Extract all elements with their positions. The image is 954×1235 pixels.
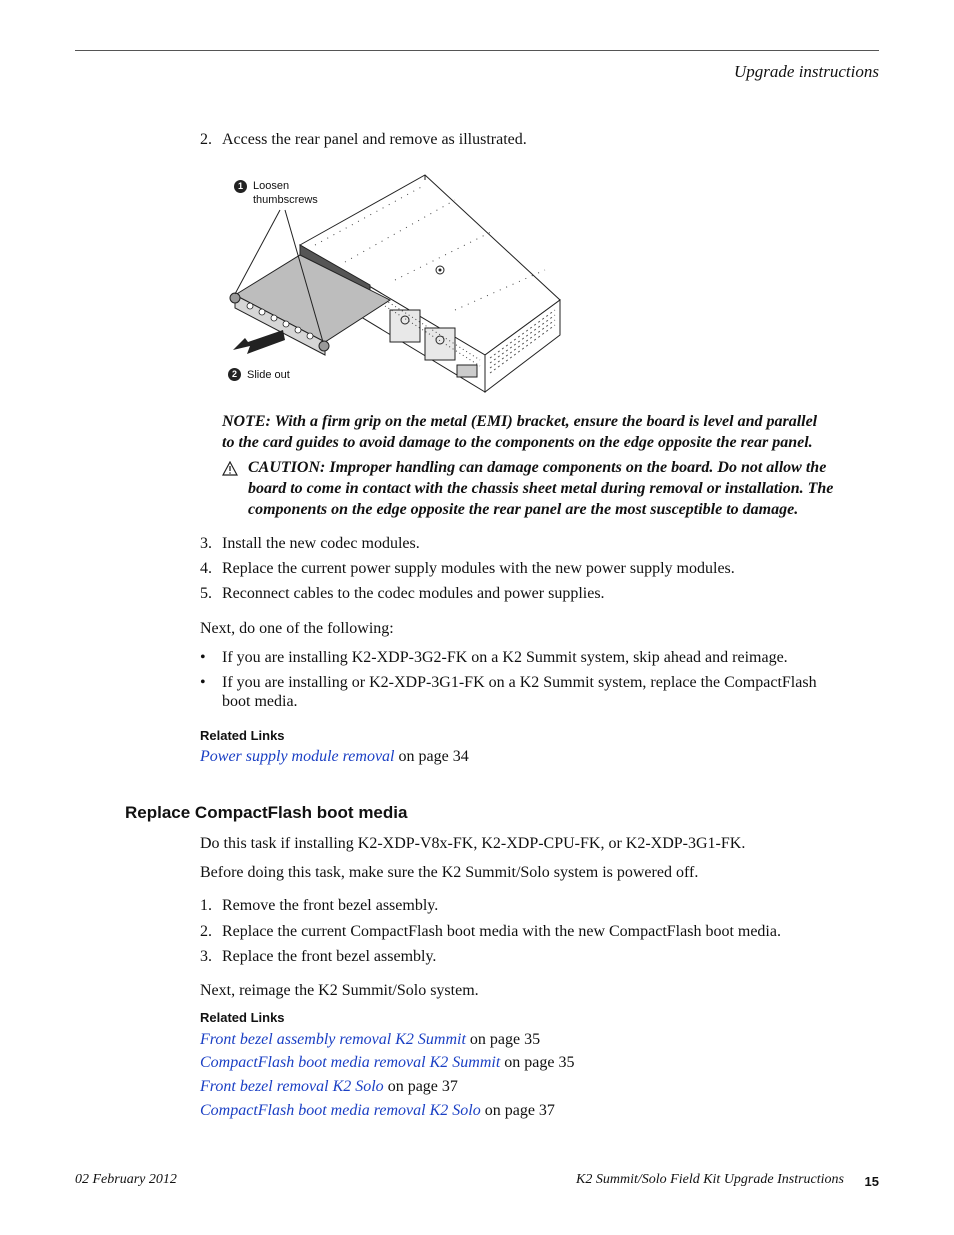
rear-panel-figure [225, 170, 565, 395]
callout-2-badge: 2 [228, 368, 241, 381]
front-bezel-solo-link[interactable]: Front bezel removal K2 Solo [200, 1078, 384, 1095]
step-number: 2. [200, 131, 212, 148]
bullet-icon: • [200, 674, 206, 691]
section-para-2: Before doing this task, make sure the K2 Summit/Solo system is powered off. [200, 864, 699, 881]
page-ref: on page 35 [465, 1031, 541, 1048]
page-ref: on page 37 [383, 1078, 458, 1095]
related-link-row [200, 1030, 540, 1050]
step-3 [200, 534, 860, 554]
bullet-item-1 [200, 648, 870, 668]
power-supply-removal-link[interactable]: Power supply module removal [200, 748, 395, 765]
callout-1-label-line1: Loosen [253, 180, 290, 192]
step-number: 4. [200, 560, 212, 577]
note-block [222, 411, 882, 453]
step-number: 3. [200, 948, 212, 965]
compactflash-summit-link[interactable]: CompactFlash boot media removal K2 Summit [200, 1054, 501, 1071]
step-5 [200, 584, 860, 604]
related-link-row [200, 1053, 574, 1073]
page-ref: on page 37 [480, 1102, 555, 1119]
bullet-item-2 [200, 673, 870, 713]
step-b-3 [200, 947, 860, 967]
section-para-1: Do this task if installing K2-XDP-V8x-FK, K2-XDP-CPU-FK, or K2-XDP-3G1-FK. [200, 835, 746, 852]
step-number: 2. [200, 923, 212, 940]
bullet-text: If you are installing K2-XDP-3G2-FK on a K2 Summit system, skip ahead and reimage. [222, 649, 788, 666]
bullet-text-line-1: If you are installing or K2-XDP-3G1-FK on a K2 Summit system, replace the CompactFlash [222, 674, 817, 691]
step-number: 3. [200, 535, 212, 552]
compactflash-solo-link[interactable]: CompactFlash boot media removal K2 Solo [200, 1102, 481, 1119]
callout-1-badge: 1 [234, 180, 247, 193]
related-link-row [200, 747, 469, 767]
callout-2-label: Slide out [247, 369, 290, 381]
caution-line-2: board to come in contact with the chassis sheet metal during removal or installation. The [248, 480, 834, 497]
next-reimage: Next, reimage the K2 Summit/Solo system. [200, 982, 479, 999]
bullet-icon: • [200, 649, 206, 666]
step-b-1 [200, 896, 860, 916]
related-link-row [200, 1101, 555, 1121]
note-line-1: NOTE: With a firm grip on the metal (EMI) bracket, ensure the board is level and parallel [222, 413, 818, 430]
step-number: 5. [200, 585, 212, 602]
step-text: Access the rear panel and remove as illustrated. [222, 131, 527, 148]
note-line-2: to the card guides to avoid damage to the components on the edge opposite the rear panel. [222, 434, 813, 451]
page-number: 15 [864, 1174, 879, 1189]
related-links-heading-2: Related Links [200, 1010, 285, 1025]
step-b-2 [200, 922, 860, 942]
callout-1-label-line2: thumbscrews [253, 194, 318, 206]
caution-triangle-icon [222, 461, 240, 479]
caution-line-1: CAUTION: Improper handling can damage components on the board. Do not allow the [248, 459, 827, 476]
step-text: Remove the front bezel assembly. [222, 897, 439, 914]
step-4 [200, 559, 860, 579]
related-link-row [200, 1077, 458, 1097]
step-text: Replace the current power supply modules with the new power supply modules. [222, 560, 735, 577]
footer-doc-title: K2 Summit/Solo Field Kit Upgrade Instructions [576, 1172, 844, 1187]
front-bezel-summit-link[interactable]: Front bezel assembly removal K2 Summit [200, 1031, 466, 1048]
running-header: Upgrade instructions [734, 62, 879, 81]
next-steps-intro: Next, do one of the following: [200, 620, 394, 637]
bullet-text-line-2: boot media. [222, 693, 298, 710]
header-rule [75, 50, 879, 51]
step-text: Install the new codec modules. [222, 535, 420, 552]
section-title: Replace CompactFlash boot media [125, 803, 408, 822]
related-links-heading: Related Links [200, 728, 285, 743]
step-text: Reconnect cables to the codec modules and power supplies. [222, 585, 605, 602]
step-number: 1. [200, 897, 212, 914]
page-ref: on page 34 [394, 748, 469, 765]
caution-line-3: components on the edge opposite the rear panel are the most susceptible to damage. [248, 501, 799, 518]
caution-block [248, 457, 888, 520]
page-ref: on page 35 [500, 1054, 575, 1071]
step-text: Replace the front bezel assembly. [222, 948, 437, 965]
step-2 [200, 130, 800, 150]
footer-date: 02 February 2012 [75, 1172, 177, 1187]
step-text: Replace the current CompactFlash boot media with the new CompactFlash boot media. [222, 923, 781, 940]
